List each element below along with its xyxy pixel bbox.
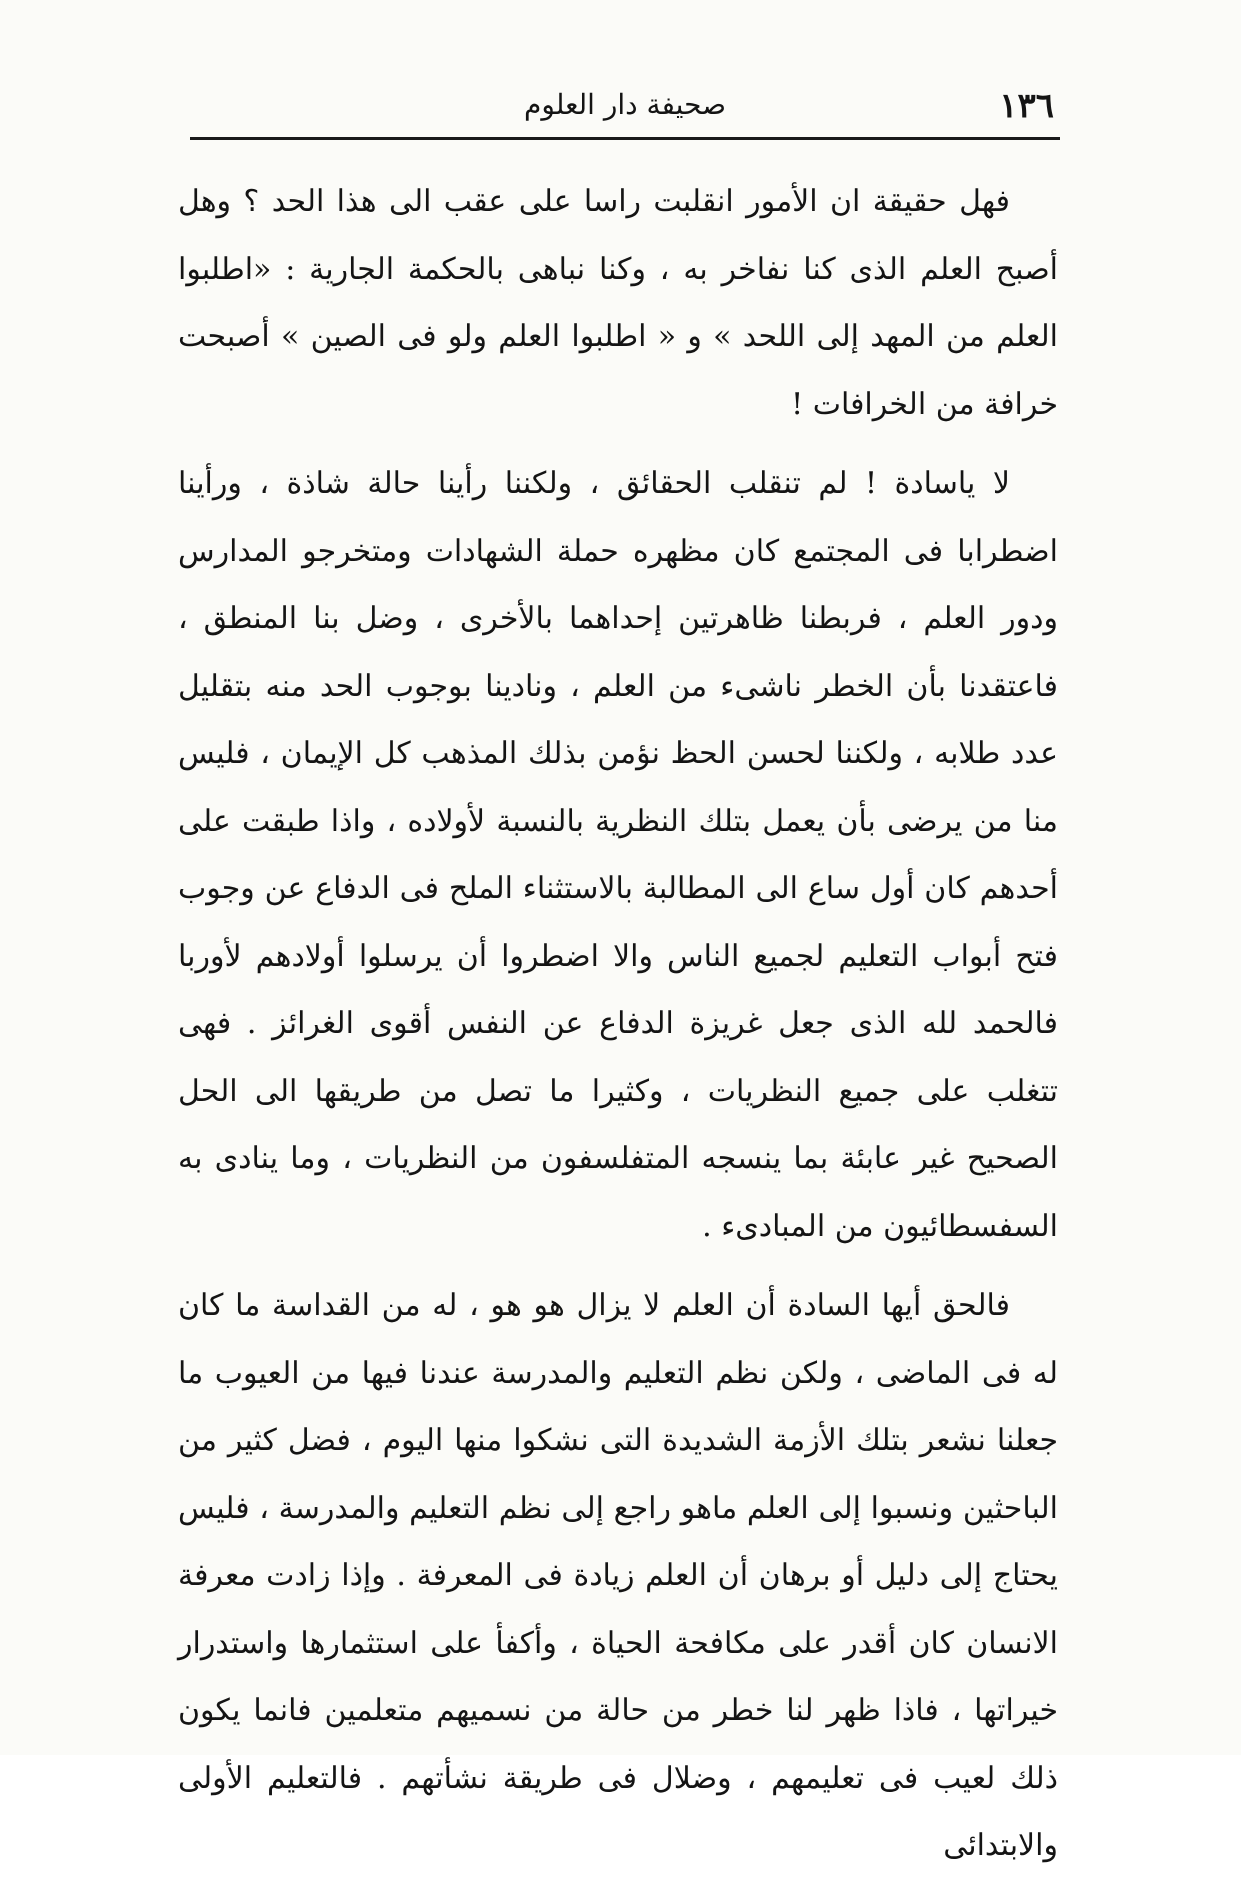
journal-title: صحيفة دار العلوم (524, 88, 726, 121)
paragraph-2: لا ياسادة ! لم تنقلب الحقائق ، ولكننا رأينا حالة شاذة ، ورأينا اضطرابا فى المجتمع كان مظهره حملة الشهادات ومتخرجو المدارس ودور العلم ، فربطنا ظاهرتين إحداهما بالأخرى ، وضل بنا المنطق ، فاعتقدنا بأن الخطر ناشىء من العلم ، ونادينا بوجوب الحد منه بتقليل عدد طلابه ، ولكننا لحسن الحظ نؤمن بذلك المذهب كل الإيمان ، فليس منا من يرضى بأن يعمل بتلك النظرية بالنسبة لأولاده ، واذا طبقت على أحدهم كان أول ساع الى المطالبة بالاستثناء الملح فى الدفاع عن وجوب فتح أبواب التعليم لجميع الناس والا اضطروا أن يرسلوا أولادهم لأوربا فالحمد لله الذى جعل غريزة الدفاع عن النفس أقوى الغرائز . فهى تتغلب على جميع النظريات ، وكثيرا ما تصل من طريقها الى الحل الصحيح غير عابئة بما ينسجه المتفلسفون من النظريات ، وما ينادى به السفسطائيون من المبادىء . (178, 466, 1058, 1244)
body-text (178, 168, 1058, 1892)
paragraph-1: فهل حقيقة ان الأمور انقلبت راسا على عقب الى هذا الحد ؟ وهل أصبح العلم الذى كنا نفاخر به ، وكنا نباهى بالحكمة الجارية : «اطلبوا العلم من المهد إلى اللحد » و « اطلبوا العلم ولو فى الصين » أصبحت خرافة من الخرافات ! (178, 184, 1058, 422)
running-head (190, 84, 1060, 130)
header-rule (190, 137, 1060, 140)
paragraph-3: فالحق أيها السادة أن العلم لا يزال هو هو ، له من القداسة ما كان له فى الماضى ، ولكن نظم التعليم والمدرسة عندنا فيها من العيوب ما جعلنا نشعر بتلك الأزمة الشديدة التى نشكوا منها اليوم ، فضل كثير من الباحثين ونسبوا إلى العلم ماهو راجع إلى نظم التعليم والمدرسة ، فليس يحتاج إلى دليل أو برهان أن العلم زيادة فى المعرفة . وإذا زادت معرفة الانسان كان أقدر على مكافحة الحياة ، وأكفأ على استثمارها واستدرار خيراتها ، فاذا ظهر لنا خطر من حالة من نسميهم متعلمين فانما يكون ذلك لعيب فى تعليمهم ، وضلال فى طريقة نشأتهم . فالتعليم الأولى والابتدائى (178, 1288, 1058, 1863)
page-number: ١٣٦ (999, 86, 1054, 126)
